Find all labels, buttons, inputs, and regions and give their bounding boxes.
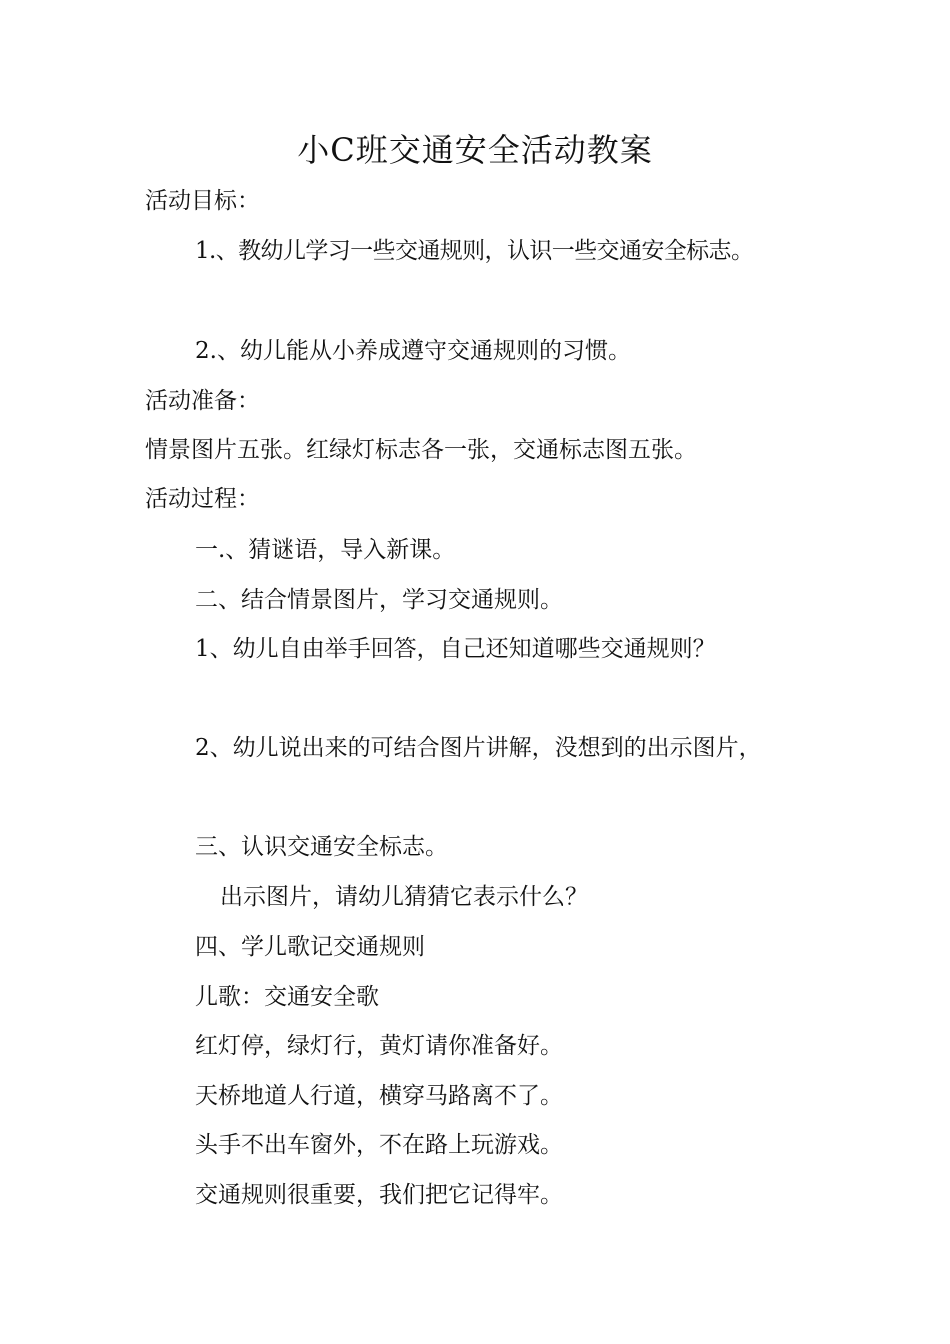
process-step-2-item-1: 1、幼儿自由举手回答，自己还知道哪些交通规则？ xyxy=(195,636,716,662)
prep-heading: 活动准备： xyxy=(145,388,260,414)
process-step-2: 二、结合情景图片，学习交通规则。 xyxy=(195,587,563,613)
process-step-3: 三、认识交通安全标志。 xyxy=(195,834,448,860)
process-step-3-text: 出示图片，请幼儿猜猜它表示什么？ xyxy=(220,884,588,910)
process-step-1: 一.、猜谜语，导入新课。 xyxy=(195,537,456,563)
song-line-1: 红灯停，绿灯行，黄灯请你准备好。 xyxy=(195,1033,563,1059)
document-title: 小C班交通安全活动教案 xyxy=(297,131,653,169)
goals-heading: 活动目标： xyxy=(145,188,260,214)
process-step-4: 四、学儿歌记交通规则 xyxy=(195,934,425,960)
song-line-4: 交通规则很重要，我们把它记得牢。 xyxy=(195,1182,563,1208)
song-line-3: 头手不出车窗外，不在路上玩游戏。 xyxy=(195,1132,563,1158)
prep-text: 情景图片五张。红绿灯标志各一张，交通标志图五张。 xyxy=(145,437,697,463)
song-line-2: 天桥地道人行道，横穿马路离不了。 xyxy=(195,1083,563,1109)
process-heading: 活动过程： xyxy=(145,486,260,512)
process-step-2-item-2: 2、幼儿说出来的可结合图片讲解，没想到的出示图片， xyxy=(195,735,762,761)
goal-item-1: 1.、教幼儿学习一些交通规则，认识一些交通安全标志。 xyxy=(195,238,754,264)
goal-item-2: 2.、幼儿能从小养成遵守交通规则的习惯。 xyxy=(195,338,631,364)
song-title: 儿歌：交通安全歌 xyxy=(195,984,379,1010)
